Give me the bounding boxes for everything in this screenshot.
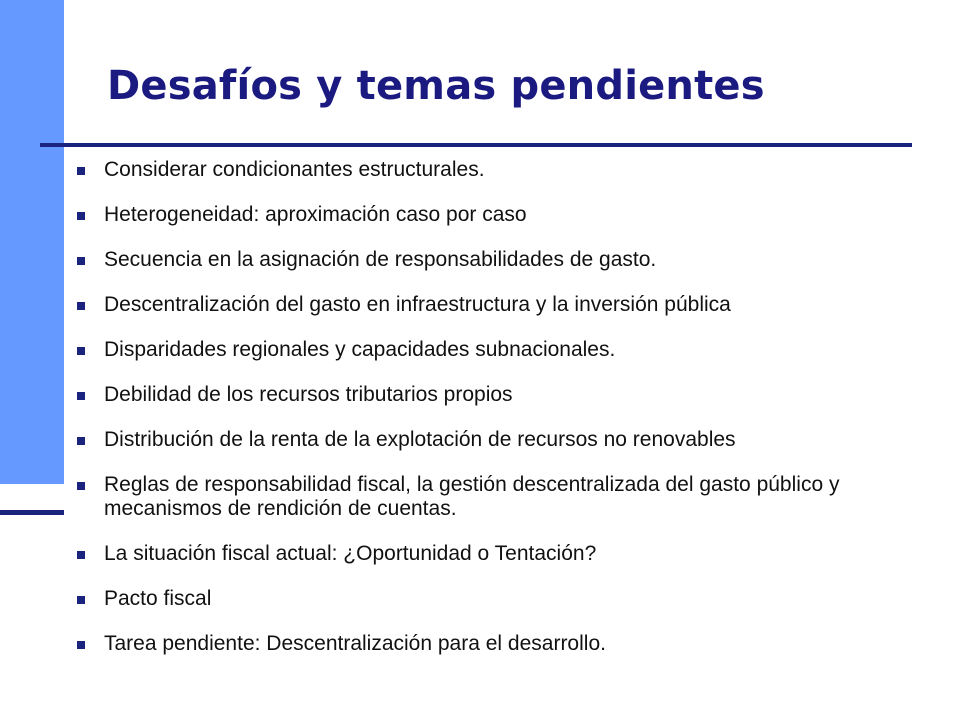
bullet-item <box>76 203 936 227</box>
bullet-text: La situación fiscal actual: ¿Oportunidad o Tentación? <box>104 542 597 565</box>
bullet-text: Considerar condicionantes estructurales. <box>104 158 485 181</box>
square-bullet-icon <box>77 302 85 310</box>
bullet-text: Debilidad de los recursos tributarios propios <box>104 383 513 406</box>
bullet-list <box>76 158 936 677</box>
bullet-item <box>76 428 936 452</box>
bullet-text: Heterogeneidad: aproximación caso por caso <box>104 203 527 226</box>
square-bullet-icon <box>77 641 85 649</box>
square-bullet-icon <box>77 596 85 604</box>
title-underline-rule <box>40 143 912 147</box>
square-bullet-icon <box>77 212 85 220</box>
bullet-item <box>76 383 936 407</box>
square-bullet-icon <box>77 551 85 559</box>
bullet-text: Tarea pendiente: Descentralización para el desarrollo. <box>104 632 606 655</box>
bullet-text: Secuencia en la asignación de responsabilidades de gasto. <box>104 248 657 271</box>
square-bullet-icon <box>77 257 85 265</box>
square-bullet-icon <box>77 347 85 355</box>
slide-side-accent-bar <box>0 0 64 484</box>
slide-side-accent-cap <box>0 510 64 515</box>
slide-title: Desafíos y temas pendientes <box>107 63 765 109</box>
bullet-item <box>76 473 936 521</box>
bullet-item <box>76 158 936 182</box>
bullet-text: Disparidades regionales y capacidades subnacionales. <box>104 338 616 361</box>
bullet-item <box>76 632 936 656</box>
bullet-text: Reglas de responsabilidad fiscal, la gestión descentralizada del gasto público y mecanismos de rendición de cuentas. <box>104 473 840 520</box>
bullet-text: Distribución de la renta de la explotación de recursos no renovables <box>104 428 736 451</box>
bullet-item <box>76 542 936 566</box>
bullet-text: Descentralización del gasto en infraestructura y la inversión pública <box>104 293 731 316</box>
square-bullet-icon <box>77 392 85 400</box>
bullet-item <box>76 587 936 611</box>
square-bullet-icon <box>77 437 85 445</box>
square-bullet-icon <box>77 482 85 490</box>
square-bullet-icon <box>77 167 85 175</box>
bullet-item <box>76 293 936 317</box>
bullet-item <box>76 338 936 362</box>
bullet-text: Pacto fiscal <box>104 587 212 610</box>
bullet-item <box>76 248 936 272</box>
